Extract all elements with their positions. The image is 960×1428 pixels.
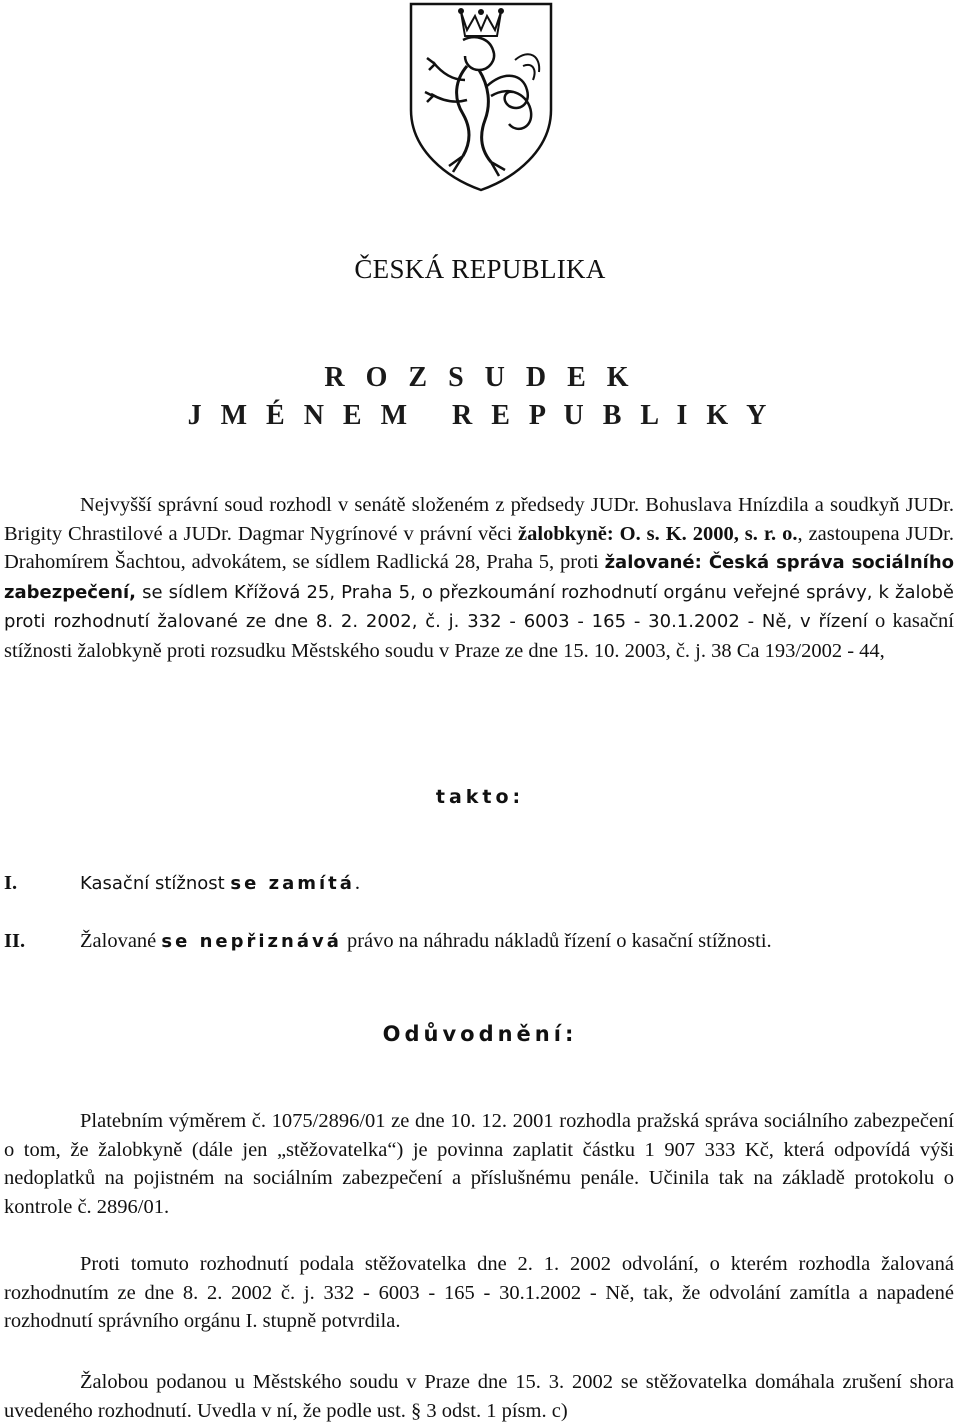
intro-text-2: , zastoupena JUDr. Drahomírem Šachtou, advokátem, se sídlem Radlická 28, Praha 5, proti (4, 522, 954, 574)
reasoning-paragraph-3: Žalobou podanou u Městského soudu v Praze dne 15. 3. 2002 se stěžovatelka domáhala zrušení shora uvedeného rozhodnutí. Uvedla v ní, že podle ust. § 3 odst. 1 písm. c) (4, 1371, 954, 1422)
verdict-after: právo na náhradu nákladů řízení o kasační stížnosti. (341, 930, 772, 952)
verdict-text (80, 930, 772, 953)
verdict-number: I. (4, 872, 18, 894)
verdict-decision: se zamítá (230, 873, 355, 894)
reasoning-paragraph-1: Platebním výměrem č. 1075/2896/01 ze dne 10. 12. 2001 rozhodla pražská správa sociálního zabezpečení o tom, že žalobkyně (dále jen „stěžovatelka“) je povinna zaplatit částku 1 907 333 Kč, která odpovídá výši nedoplatků na pojistném na sociálním zabezpečení a příslušnému penále. Učinila tak na základě protokolu o kontrole č. 2896/01. (4, 1110, 954, 1218)
intro-text-4: o kasační stížnosti žalobkyně proti rozsudku Městského soudu v Praze ze dne 15. 10. 2003, č. j. 38 Ca 193/2002 - 44, (4, 610, 954, 662)
verdict-before: Žalované (80, 930, 162, 952)
verdict-decision: se nepřiznává (161, 931, 342, 952)
verdict-after: . (354, 872, 361, 894)
country-heading: ČESKÁ REPUBLIKA (354, 254, 606, 284)
takto-heading: takto: (435, 786, 525, 808)
intro-text-1: Nejvyšší správní soud rozhodl v senátě složeném z předsedy JUDr. Bohuslava Hnízdila a soudkyň JUDr. Brigity Chrastilové a JUDr. Dagmar Nygrínové v právní věci (4, 494, 954, 545)
intro-text-3: se sídlem Křížová 25, Praha 5, o přezkoumání rozhodnutí orgánu veřejné správy, k žalobě proti rozhodnutí žalované ze dne 8. 2. 2002, č. j. 332 - 6003 - 165 - 30.1.2002 - Ně, v řízení (4, 581, 954, 633)
verdict-before: Kasační stížnost (80, 873, 231, 894)
verdict-number: II. (4, 930, 26, 952)
defendant-name: žalované: Česká správa sociálního zabezpečení, (4, 552, 954, 603)
intro-paragraph (4, 491, 954, 666)
coat-of-arms-emblem (405, 0, 557, 192)
reasoning-heading: Odůvodnění: (382, 1022, 578, 1046)
plaintiff-name: žalobkyně: O. s. K. 2000, s. r. o. (518, 522, 798, 545)
verdict-text (80, 872, 360, 895)
judgment-title: R O Z S U D E K (324, 362, 636, 393)
judgment-subtitle: J M É N E M R E P U B L I K Y (187, 400, 773, 431)
reasoning-paragraph-2: Proti tomuto rozhodnutí podala stěžovatelka dne 2. 1. 2002 odvolání, o kterém rozhodla žalovaná rozhodnutím ze dne 8. 2. 2002 č. j. 332 - 6003 - 165 - 30.1.2002 - Ně, tak, že odvolání zamítla a napadené rozhodnutí správního orgánu I. stupně potvrdila. (4, 1253, 954, 1333)
